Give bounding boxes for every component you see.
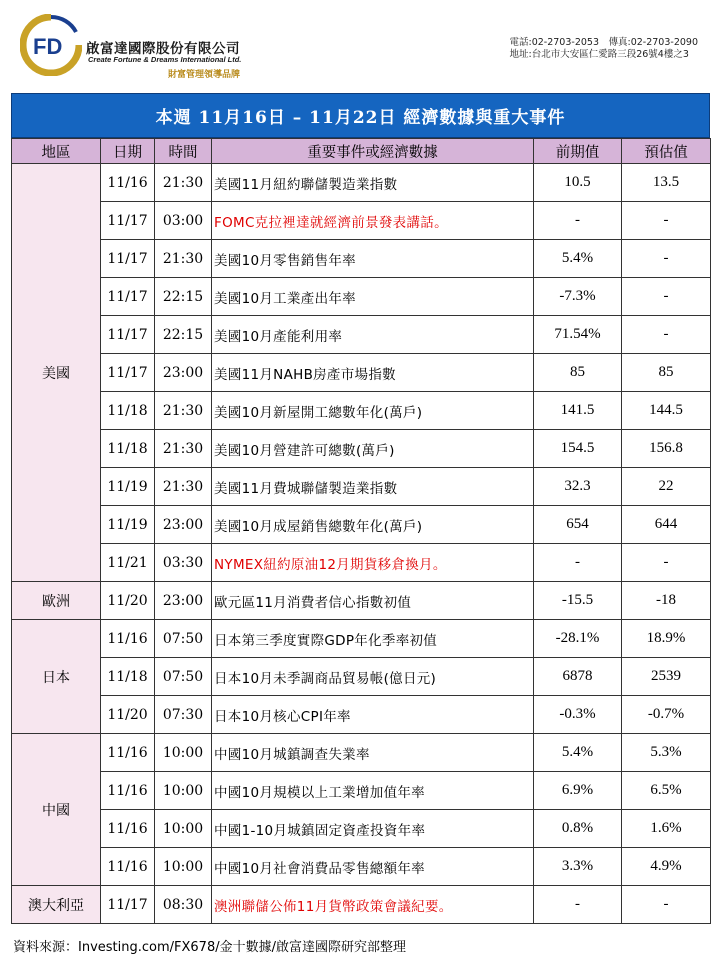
row-previous: 654 bbox=[534, 506, 622, 544]
region-us: 美國 bbox=[12, 164, 101, 582]
table-row bbox=[12, 392, 711, 430]
company-logo-icon bbox=[20, 14, 82, 76]
economic-calendar bbox=[11, 93, 710, 924]
row-event: 美國10月新屋開工總數年化(萬戶) bbox=[212, 392, 534, 430]
row-forecast: 644 bbox=[622, 506, 711, 544]
row-previous: 154.5 bbox=[534, 430, 622, 468]
row-previous: 32.3 bbox=[534, 468, 622, 506]
row-event: 日本第三季度實際GDP年化季率初值 bbox=[212, 620, 534, 658]
row-time: 22:15 bbox=[155, 316, 212, 354]
row-previous: -15.5 bbox=[534, 582, 622, 620]
row-previous: -7.3% bbox=[534, 278, 622, 316]
row-forecast: 144.5 bbox=[622, 392, 711, 430]
row-date: 11/17 bbox=[101, 316, 155, 354]
row-date: 11/16 bbox=[101, 848, 155, 886]
row-event: 美國10月工業產出年率 bbox=[212, 278, 534, 316]
row-previous: 0.8% bbox=[534, 810, 622, 848]
row-previous: -28.1% bbox=[534, 620, 622, 658]
table-row bbox=[12, 544, 711, 582]
contact-info bbox=[510, 37, 699, 61]
row-previous: 71.54% bbox=[534, 316, 622, 354]
row-forecast: -0.7% bbox=[622, 696, 711, 734]
row-date: 11/21 bbox=[101, 544, 155, 582]
contact-address: 地址:台北市大安區仁愛路三段26號4樓之3 bbox=[509, 49, 689, 60]
row-time: 03:00 bbox=[155, 202, 212, 240]
row-forecast: 13.5 bbox=[622, 164, 711, 202]
row-event: 中國10月城鎮調查失業率 bbox=[212, 734, 534, 772]
row-forecast: 6.5% bbox=[622, 772, 711, 810]
row-previous: 85 bbox=[534, 354, 622, 392]
row-forecast: 5.3% bbox=[622, 734, 711, 772]
table-row bbox=[12, 848, 711, 886]
row-previous: 5.4% bbox=[534, 734, 622, 772]
row-previous: - bbox=[534, 544, 622, 582]
col-date: 日期 bbox=[101, 139, 155, 164]
row-event: 歐元區11月消費者信心指數初值 bbox=[212, 582, 534, 620]
row-previous: 3.3% bbox=[534, 848, 622, 886]
table-row bbox=[12, 354, 711, 392]
row-event: 中國10月社會消費品零售總額年率 bbox=[212, 848, 534, 886]
table-row bbox=[12, 658, 711, 696]
row-date: 11/20 bbox=[101, 696, 155, 734]
table-row bbox=[12, 886, 711, 924]
table-row bbox=[12, 316, 711, 354]
row-previous: 5.4% bbox=[534, 240, 622, 278]
row-previous: - bbox=[534, 202, 622, 240]
company-name-en: Create Fortune & Dreams International Ltd. bbox=[88, 55, 242, 64]
table-row bbox=[12, 582, 711, 620]
row-time: 21:30 bbox=[155, 164, 212, 202]
row-event: 美國10月成屋銷售總數年化(萬戶) bbox=[212, 506, 534, 544]
row-time: 22:15 bbox=[155, 278, 212, 316]
company-name-cn: 啟富達國際股份有限公司 bbox=[86, 41, 240, 57]
row-event: 中國10月規模以上工業增加值年率 bbox=[212, 772, 534, 810]
row-forecast: 2539 bbox=[622, 658, 711, 696]
company-slogan: 財富管理領導品牌 bbox=[168, 70, 241, 80]
row-time: 23:00 bbox=[155, 582, 212, 620]
row-forecast: 4.9% bbox=[622, 848, 711, 886]
table-row bbox=[12, 772, 711, 810]
row-date: 11/17 bbox=[101, 202, 155, 240]
table-row bbox=[12, 506, 711, 544]
region-eu: 歐洲 bbox=[12, 582, 101, 620]
row-time: 10:00 bbox=[155, 848, 212, 886]
row-forecast: - bbox=[622, 886, 711, 924]
row-time: 21:30 bbox=[155, 392, 212, 430]
row-forecast: - bbox=[622, 278, 711, 316]
row-event: 美國11月紐約聯儲製造業指數 bbox=[212, 164, 534, 202]
table-row bbox=[12, 430, 711, 468]
region-au: 澳大利亞 bbox=[12, 886, 101, 924]
table-row bbox=[12, 734, 711, 772]
row-date: 11/19 bbox=[101, 506, 155, 544]
row-forecast: -18 bbox=[622, 582, 711, 620]
row-forecast: - bbox=[622, 544, 711, 582]
row-event: 美國10月零售銷售年率 bbox=[212, 240, 534, 278]
row-date: 11/16 bbox=[101, 620, 155, 658]
page-header bbox=[0, 0, 720, 92]
table-row bbox=[12, 468, 711, 506]
row-time: 10:00 bbox=[155, 772, 212, 810]
row-time: 10:00 bbox=[155, 734, 212, 772]
row-forecast: 85 bbox=[622, 354, 711, 392]
row-event: NYMEX紐約原油12月期貨移倉換月。 bbox=[212, 544, 534, 582]
row-event: 美國10月產能利用率 bbox=[212, 316, 534, 354]
table-header-row bbox=[12, 139, 711, 164]
table-row bbox=[12, 164, 711, 202]
row-date: 11/16 bbox=[101, 164, 155, 202]
row-previous: -0.3% bbox=[534, 696, 622, 734]
row-date: 11/17 bbox=[101, 886, 155, 924]
row-event: 澳洲聯儲公佈11月貨幣政策會議紀要。 bbox=[212, 886, 534, 924]
col-region: 地區 bbox=[12, 139, 101, 164]
row-event: 美國10月營建許可總數(萬戶) bbox=[212, 430, 534, 468]
row-date: 11/18 bbox=[101, 392, 155, 430]
row-previous: 6.9% bbox=[534, 772, 622, 810]
row-time: 08:30 bbox=[155, 886, 212, 924]
events-table bbox=[11, 138, 711, 924]
row-date: 11/17 bbox=[101, 240, 155, 278]
table-row bbox=[12, 202, 711, 240]
row-event: 美國11月費城聯儲製造業指數 bbox=[212, 468, 534, 506]
row-time: 07:50 bbox=[155, 658, 212, 696]
row-event: 日本10月未季調商品貿易帳(億日元) bbox=[212, 658, 534, 696]
row-time: 23:00 bbox=[155, 506, 212, 544]
row-date: 11/16 bbox=[101, 734, 155, 772]
col-forecast: 預估值 bbox=[622, 139, 711, 164]
row-forecast: 18.9% bbox=[622, 620, 711, 658]
row-previous: - bbox=[534, 886, 622, 924]
row-date: 11/17 bbox=[101, 278, 155, 316]
row-event: 美國11月NAHB房產市場指數 bbox=[212, 354, 534, 392]
col-previous: 前期值 bbox=[534, 139, 622, 164]
data-source-note: 資料來源：Investing.com/FX678/金十數據/啟富達國際研究部整理 bbox=[13, 940, 406, 955]
table-row bbox=[12, 696, 711, 734]
row-forecast: 156.8 bbox=[622, 430, 711, 468]
col-event: 重要事件或經濟數據 bbox=[212, 139, 534, 164]
row-previous: 141.5 bbox=[534, 392, 622, 430]
row-time: 21:30 bbox=[155, 430, 212, 468]
row-previous: 10.5 bbox=[534, 164, 622, 202]
calendar-title: 本週 11月16日 – 11月22日 經濟數據與重大事件 bbox=[11, 93, 710, 138]
row-date: 11/20 bbox=[101, 582, 155, 620]
row-time: 07:30 bbox=[155, 696, 212, 734]
row-time: 07:50 bbox=[155, 620, 212, 658]
row-date: 11/19 bbox=[101, 468, 155, 506]
logo-letters: FD bbox=[33, 34, 63, 59]
contact-phone: 電話:02-2703-2053 傳真:02-2703-2090 bbox=[509, 37, 698, 48]
row-date: 11/17 bbox=[101, 354, 155, 392]
row-forecast: - bbox=[622, 240, 711, 278]
row-event: 日本10月核心CPI年率 bbox=[212, 696, 534, 734]
row-event: FOMC克拉裡達就經濟前景發表講話。 bbox=[212, 202, 534, 240]
region-cn: 中國 bbox=[12, 734, 101, 886]
row-event: 中國1-10月城鎮固定資產投資年率 bbox=[212, 810, 534, 848]
row-time: 21:30 bbox=[155, 468, 212, 506]
row-time: 21:30 bbox=[155, 240, 212, 278]
row-time: 23:00 bbox=[155, 354, 212, 392]
table-row bbox=[12, 278, 711, 316]
row-forecast: 22 bbox=[622, 468, 711, 506]
region-jp: 日本 bbox=[12, 620, 101, 734]
row-time: 10:00 bbox=[155, 810, 212, 848]
row-forecast: - bbox=[622, 316, 711, 354]
row-previous: 6878 bbox=[534, 658, 622, 696]
row-date: 11/18 bbox=[101, 658, 155, 696]
row-forecast: 1.6% bbox=[622, 810, 711, 848]
row-date: 11/16 bbox=[101, 772, 155, 810]
row-date: 11/16 bbox=[101, 810, 155, 848]
table-row bbox=[12, 620, 711, 658]
table-row bbox=[12, 810, 711, 848]
row-date: 11/18 bbox=[101, 430, 155, 468]
table-row bbox=[12, 240, 711, 278]
row-time: 03:30 bbox=[155, 544, 212, 582]
row-forecast: - bbox=[622, 202, 711, 240]
col-time: 時間 bbox=[155, 139, 212, 164]
